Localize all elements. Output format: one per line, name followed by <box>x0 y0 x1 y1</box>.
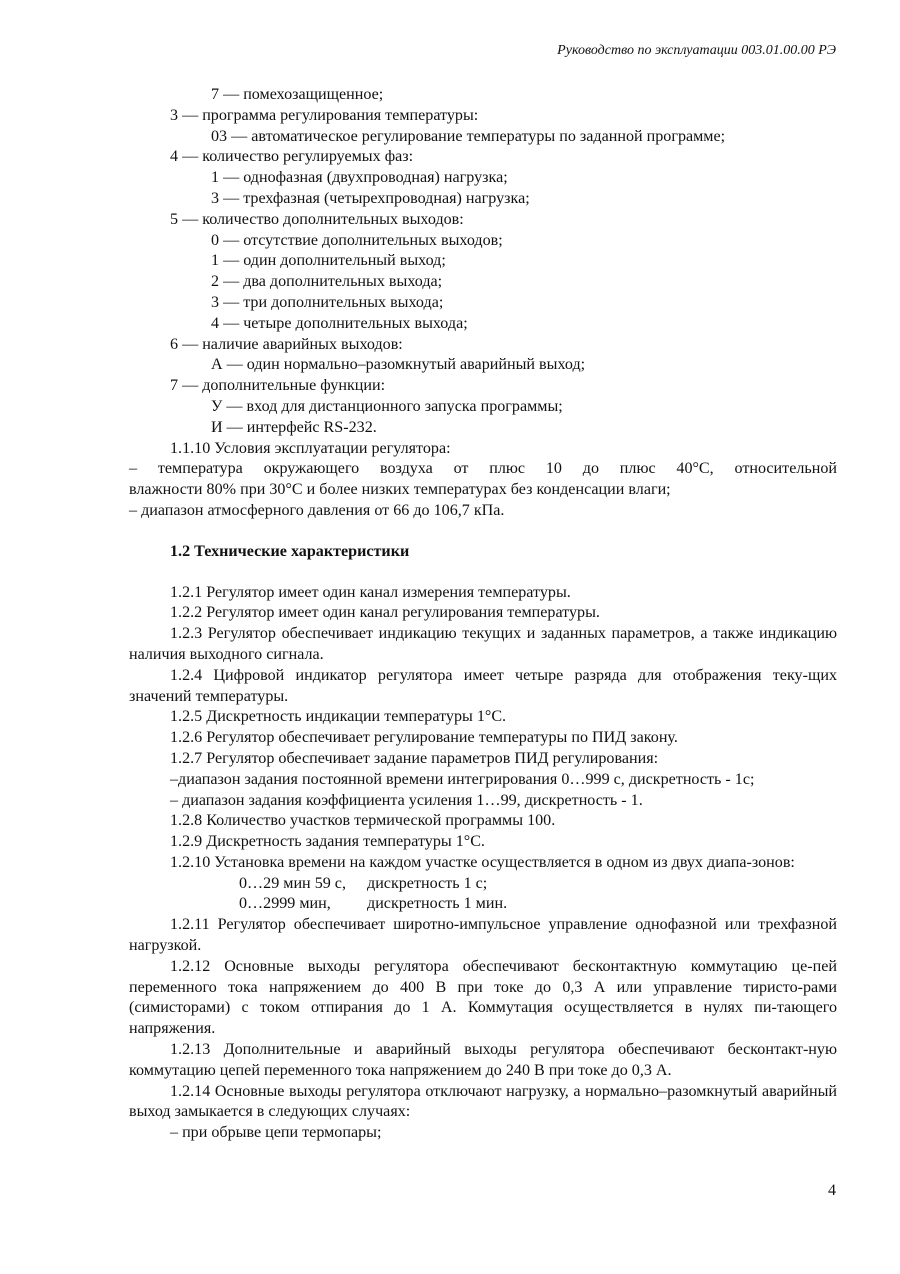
clause-1-2-8: 1.2.8 Количество участков термической программы 100. <box>170 812 556 830</box>
clause-1-2-5: 1.2.5 Дискретность индикации температуры 1°С. <box>170 708 507 726</box>
time-range-row <box>129 894 837 915</box>
list-item: 7 — дополнительные функции: <box>170 377 386 395</box>
clause-1-2-9: 1.2.9 Дискретность задания температуры 1°С. <box>170 833 485 851</box>
list-item: – диапазон задания коэффициента усиления 1…99, дискретность - 1. <box>170 791 643 809</box>
clause-1-2-6: 1.2.6 Регулятор обеспечивает регулирование температуры по ПИД закону. <box>170 729 678 747</box>
list-item: 3 — три дополнительных выхода; <box>211 293 444 311</box>
clause-1-2-1: 1.2.1 Регулятор имеет один канал измерения температуры. <box>170 583 571 601</box>
list-item: 1 — однофазная (двухпроводная) нагрузка; <box>211 169 508 187</box>
list-item: 4 — количество регулируемых фаз: <box>170 148 414 166</box>
clause-1-2-7: 1.2.7 Регулятор обеспечивает задание параметров ПИД регулирования: <box>170 749 659 767</box>
clause-1-2-12: 1.2.12 Основные выходы регулятора обеспечивают бесконтактную коммутацию це-пей переменного тока напряжением до 400 В при токе до 0,3 А или управление тиристо-рами (симисторами) с током отпирания до 1 А. Коммутация осуществляется в нулях пи-тающего напряжения. <box>129 957 837 1038</box>
time-range: 0…2999 мин, <box>239 895 331 913</box>
page-body <box>129 85 837 1144</box>
clause-1-2-11: 1.2.11 Регулятор обеспечивает широтно-импульсное управление однофазной или трехфазной нагрузкой. <box>129 916 837 955</box>
clause-1-2-3: 1.2.3 Регулятор обеспечивает индикацию текущих и заданных параметров, а также индикацию наличия выходного сигнала. <box>129 625 837 663</box>
list-item: И — интерфейс RS-232. <box>211 418 377 436</box>
clause-1-2-14: 1.2.14 Основные выходы регулятора отключают нагрузку, а нормально–разомкнутый аварийный выход замыкается в следующих случаях: <box>129 1082 837 1121</box>
running-header: Руководство по эксплуатации 003.01.00.00 РЭ <box>557 43 836 58</box>
list-item: У — вход для дистанционного запуска программы; <box>211 397 563 415</box>
list-item: 2 — два дополнительных выхода; <box>211 273 443 291</box>
list-item: – при обрыве цепи термопары; <box>170 1124 382 1142</box>
paragraph-line: – температура окружающего воздуха от плюс 10 до плюс 40°С, относительной <box>129 460 837 478</box>
list-item: 03 — автоматическое регулирование температуры по заданной программе; <box>211 127 726 145</box>
list-item: 3 — программа регулирования температуры: <box>170 106 479 124</box>
clause-1-2-10: 1.2.10 Установка времени на каждом участке осуществляется в одном из двух диапа-зонов: <box>170 853 795 871</box>
list-item: –диапазон задания постоянной времени интегрирования 0…999 с, дискретность - 1с; <box>170 770 755 788</box>
page-number: 4 <box>828 1182 836 1199</box>
list-item: А — один нормально–разомкнутый аварийный выход; <box>211 356 586 374</box>
time-step: дискретность 1 с; <box>367 874 488 892</box>
clause-1-2-2: 1.2.2 Регулятор имеет один канал регулирования температуры. <box>170 604 600 622</box>
list-item: 0 — отсутствие дополнительных выходов; <box>211 231 503 249</box>
section-heading: 1.2 Технические характеристики <box>170 542 410 560</box>
time-step: дискретность 1 мин. <box>367 895 508 913</box>
list-item: 1 — один дополнительный выход; <box>211 252 446 270</box>
list-item: 5 — количество дополнительных выходов: <box>170 210 464 228</box>
paragraph-line: влажности 80% при 30°С и более низких температурах без конденсации влаги; <box>129 481 671 499</box>
clause-1-2-13: 1.2.13 Дополнительные и аварийный выходы регулятора обеспечивают бесконтакт-ную коммутацию цепей переменного тока напряжением до 240 В при токе до 0,3 А. <box>129 1041 837 1079</box>
paragraph-line: – диапазон атмосферного давления от 66 до 106,7 кПа. <box>129 501 505 519</box>
clause-1-2-4: 1.2.4 Цифровой индикатор регулятора имеет четыре разряда для отображения теку-щих значений температуры. <box>129 666 837 705</box>
clause-1-1-10: 1.1.10 Условия эксплуатации регулятора: <box>170 439 451 457</box>
list-item: 4 — четыре дополнительных выхода; <box>211 314 468 332</box>
list-item: 3 — трехфазная (четырехпроводная) нагрузка; <box>211 189 530 207</box>
time-range-row <box>129 874 837 895</box>
list-item: 7 — помехозащищенное; <box>211 86 384 103</box>
time-range: 0…29 мин 59 с, <box>239 874 346 892</box>
list-item: 6 — наличие аварийных выходов: <box>170 335 403 353</box>
